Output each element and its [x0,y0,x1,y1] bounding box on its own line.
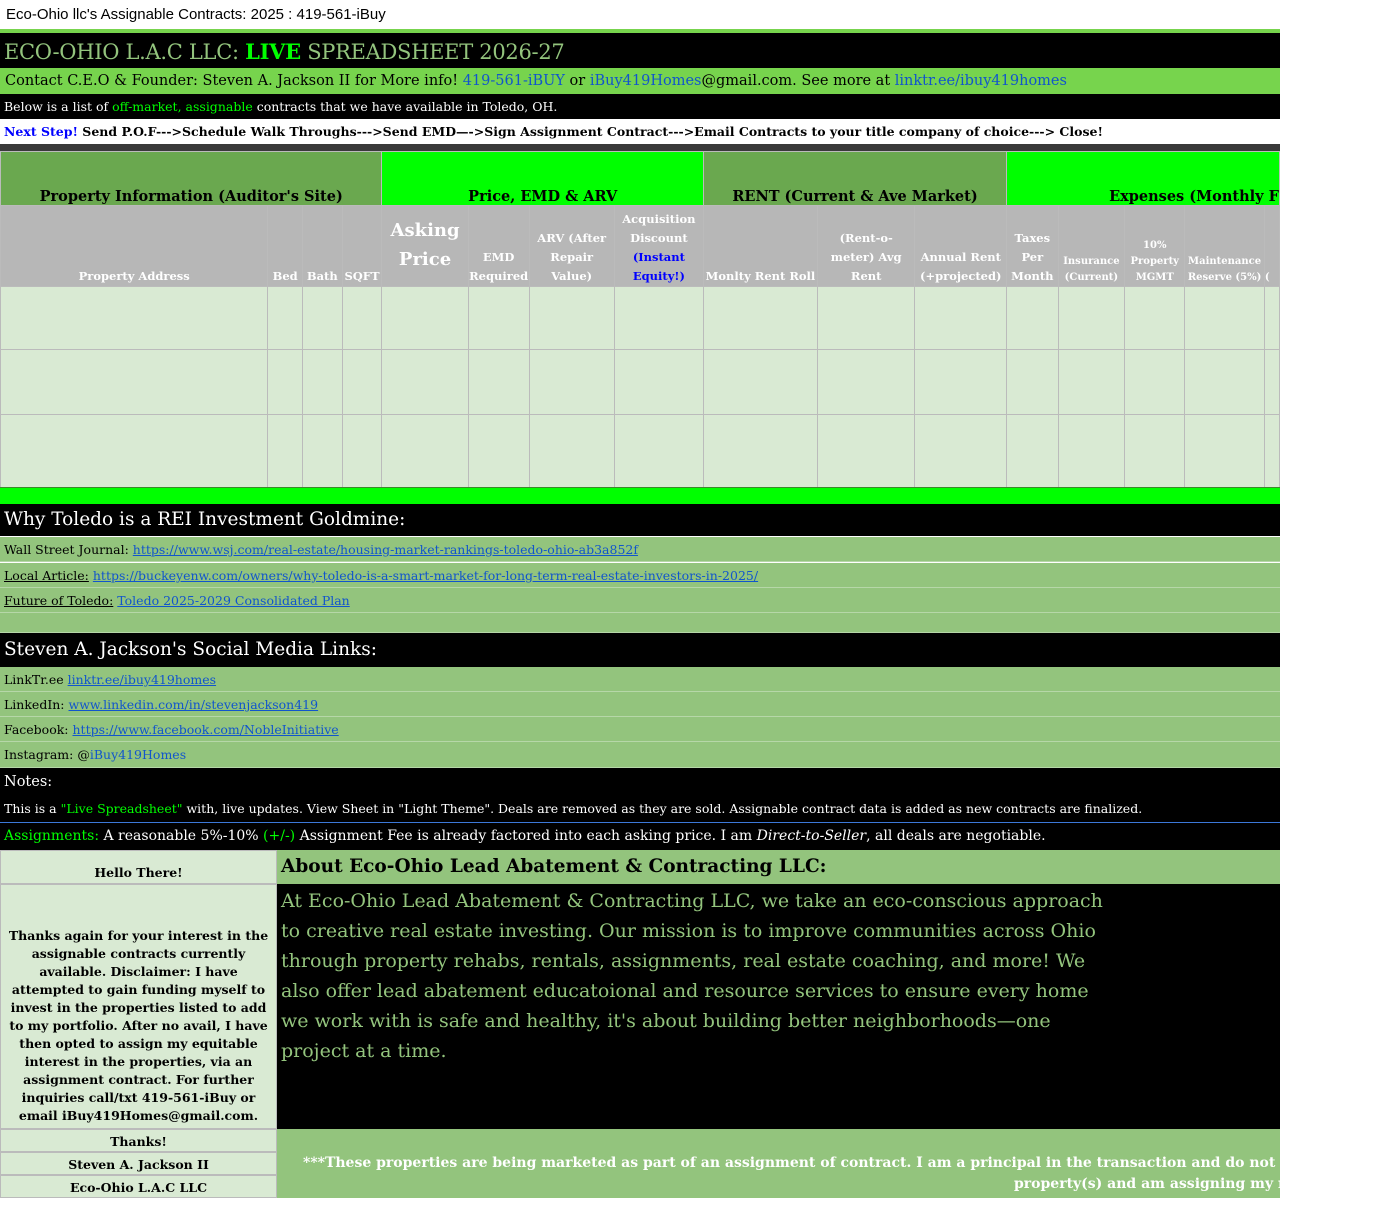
thanks-cell[interactable]: Thanks! [0,1129,277,1152]
cell[interactable] [1185,287,1265,350]
col-bed[interactable]: Bed [268,206,303,287]
assignments-text-a: A reasonable 5%-10% [99,828,264,844]
cell[interactable] [302,415,342,488]
group-expenses[interactable]: Expenses (Monthly F [1007,152,1280,206]
acq-instant-equity: (Instant Equity!) [632,250,685,283]
disclaimer-line-2: property(s) and am assigning my righ [1014,1176,1311,1192]
local-article-row [0,563,1280,588]
col-asking-price[interactable]: Asking Price [382,206,468,287]
cell[interactable] [342,287,382,350]
wsj-link[interactable]: https://www.wsj.com/real-estate/housing-market-rankings-toledo-ohio-ab3a852f [132,542,638,557]
name-cell[interactable]: Steven A. Jackson II [0,1152,277,1175]
col-emd-required[interactable]: EMD Required [468,206,529,287]
cell[interactable] [1125,350,1185,415]
cell[interactable] [1185,415,1265,488]
col-sqft[interactable]: SQFT [342,206,382,287]
cell[interactable] [817,350,915,415]
disclaimer-line-1: ***These properties are being marketed as part of an assignment of contract. I am a principal in the transaction and do not represent the [303,1155,1386,1171]
intro-highlight: off-market, assignable [112,99,253,114]
col-rent-roll[interactable]: Monlty Rent Roll [704,206,818,287]
phone-link[interactable]: 419-561-iBUY [462,73,565,89]
title-prefix: ECO-OHIO L.A.C LLC: [4,40,246,64]
contact-or: or [564,73,590,89]
cell[interactable] [468,287,529,350]
facebook-link[interactable]: https://www.facebook.com/NobleInitiative [72,722,339,737]
email-domain: @gmail.com. See more at [701,73,895,89]
intro-suffix: contracts that we have available in Toledo, OH. [252,99,558,114]
cell[interactable] [1125,287,1185,350]
cell[interactable] [268,287,303,350]
cell[interactable] [382,287,468,350]
intro-prefix: Below is a list of [4,99,113,114]
group-rent[interactable]: RENT (Current & Ave Market) [704,152,1007,206]
cell[interactable] [382,415,468,488]
table-row [1,350,1280,415]
cell[interactable] [342,350,382,415]
assignments-label: Assignments: [4,828,100,844]
contracts-table [0,151,1280,488]
company-cell[interactable]: Eco-Ohio L.A.C LLC [0,1175,277,1198]
future-toledo-link[interactable]: Toledo 2025-2029 Consolidated Plan [117,593,350,608]
social-heading: Steven A. Jackson's Social Media Links: [0,633,1280,667]
cell[interactable] [614,350,703,415]
cell[interactable] [302,287,342,350]
assignments-direct: Direct-to-Seller [756,828,867,844]
linktree-label: LinkTr.ee [4,672,68,687]
cell[interactable] [268,350,303,415]
col-acquisition-discount[interactable] [614,206,703,287]
col-cut-off[interactable]: ( [1264,206,1279,287]
about-heading: About Eco-Ohio Lead Abatement & Contracting LLC: [277,850,1280,884]
future-toledo-row [0,588,1280,613]
linktree-row [0,667,1280,692]
col-maintenance[interactable]: Maintenance Reserve (5%) [1185,206,1265,287]
title-live: LIVE [245,39,301,64]
cell[interactable] [915,350,1007,415]
col-arv[interactable]: ARV (After Repair Value) [529,206,614,287]
cell[interactable] [268,415,303,488]
notes-text-a: This is a [4,801,61,816]
acq-label: Acquisition Discount [622,212,696,245]
disclaimer-cell[interactable] [277,1129,1386,1198]
cell[interactable] [704,287,818,350]
assignments-bar [0,822,1280,850]
cell[interactable] [529,350,614,415]
group-header-row [1,152,1280,206]
cell[interactable] [468,415,529,488]
notes-text-b: with, live updates. View Sheet in "Light Theme". Deals are removed as they are sold. Assignable contract data is added as new contracts are finalized. [182,801,1143,816]
empty-row [0,613,1280,633]
cell[interactable] [1264,287,1279,350]
cell[interactable] [915,415,1007,488]
wsj-row [0,537,1280,562]
cell[interactable] [614,287,703,350]
email-link[interactable]: iBuy419Homes [589,73,702,89]
col-insurance[interactable]: Insurance (Current) [1058,206,1125,287]
cell[interactable] [382,350,468,415]
cell[interactable] [529,415,614,488]
group-price-emd-arv[interactable]: Price, EMD & ARV [382,152,704,206]
linkedin-label: LinkedIn: [4,697,69,712]
col-property-address[interactable]: Property Address [1,206,268,287]
cell[interactable] [1185,350,1265,415]
instagram-label: Instagram: @ [4,747,90,762]
intro-bar [0,94,1280,119]
next-step-text: Send P.O.F--->Schedule Walk Throughs--->Send EMD—->Sign Assignment Contract--->Email Contracts to your title company of choice---> Close! [77,124,1103,139]
cell[interactable] [468,350,529,415]
col-property-mgmt[interactable]: 10% Property MGMT [1125,206,1185,287]
social-linktree-link[interactable]: linktr.ee/ibuy419homes [67,672,217,687]
cell[interactable] [1,287,268,350]
assignments-text-c: , all deals are negotiable. [866,828,1046,844]
spreadsheet-title [0,29,1280,68]
why-toledo-heading: Why Toledo is a REI Investment Goldmine: [0,504,1280,536]
cell[interactable] [1007,287,1059,350]
title-suffix: SPREADSHEET 2026-27 [300,40,565,64]
col-bath[interactable]: Bath [302,206,342,287]
cell[interactable] [1007,415,1059,488]
column-header-row [1,206,1280,287]
linktree-link[interactable]: linktr.ee/ibuy419homes [894,73,1067,89]
facebook-row [0,717,1280,742]
cell[interactable] [915,287,1007,350]
cell[interactable] [704,350,818,415]
linkedin-link[interactable]: www.linkedin.com/in/stevenjackson419 [68,697,319,712]
assignments-text-b: Assignment Fee is already factored into each asking price. I am [295,828,757,844]
linkedin-row [0,692,1280,717]
table-row [1,287,1280,350]
col-annual-rent[interactable]: Annual Rent (+projected) [915,206,1007,287]
cell[interactable] [1058,287,1125,350]
about-text: At Eco-Ohio Lead Abatement & Contracting LLC, we take an eco-conscious approach to creative real estate investing. Our mission is to improve communities across Ohio through property rehabs, rentals, assignments, real estate coaching, and more! We also offer lead abatement educatoional and resource services to ensure every home we work with is safe and healthy, it's about building better neighborhoods—one project at a time. [281,890,1103,1062]
cell[interactable] [1,350,268,415]
local-article-label: Local Article: [4,568,89,583]
contact-text: Contact C.E.O & Founder: Steven A. Jackson II for More info! [5,73,463,89]
next-step-label: Next Step! [4,124,78,139]
notes-text [0,796,1280,822]
cell[interactable] [1058,415,1125,488]
cell[interactable] [1125,415,1185,488]
col-taxes[interactable]: Taxes Per Month [1007,206,1059,287]
divider [0,144,1280,151]
cell[interactable] [302,350,342,415]
cell[interactable] [614,415,703,488]
about-body [277,884,1280,1129]
hello-cell[interactable]: Hello There! [0,850,277,884]
cell[interactable] [529,287,614,350]
cell[interactable] [1264,350,1279,415]
cell[interactable] [817,415,915,488]
instagram-link[interactable]: iBuy419Homes [89,747,187,762]
wsj-label: Wall Street Journal: [4,542,133,557]
cell[interactable] [1007,350,1059,415]
group-property-information[interactable]: Property Information (Auditor's Site) [1,152,382,206]
message-text: Thanks again for your interest in the assignable contracts currently available. Disclaimer: I have attempted to gain funding myself to invest in the properties listed to add to my portfolio. After no avail, I have then opted to assign my equitable interest in the properties, via an assignment contract. For further inquiries call/txt 419-561-iBuy or email iBuy419Homes@gmail.com. [8,928,269,1123]
future-toledo-label: Future of Toledo: [4,593,114,608]
cell[interactable] [342,415,382,488]
notes-heading: Notes: [0,768,1280,796]
facebook-label: Facebook: [4,722,73,737]
local-article-link[interactable]: https://buckeyenw.com/owners/why-toledo-is-a-smart-market-for-long-term-real-estate-investors-in-2025/ [92,568,759,583]
next-step-bar [0,119,1280,144]
notes-live-spreadsheet: "Live Spreadsheet" [60,801,183,816]
message-cell[interactable] [0,884,277,1129]
cell[interactable] [704,415,818,488]
cell[interactable] [817,287,915,350]
col-avg-rent[interactable]: (Rent-o-meter) Avg Rent [817,206,915,287]
window-title: Eco-Ohio llc's Assignable Contracts: 2025 : 419-561-iBuy [0,0,1280,29]
cell[interactable] [1058,350,1125,415]
contact-bar [0,68,1280,94]
green-divider [0,487,1280,504]
cell[interactable] [1,415,268,488]
assignments-range: (+/-) [263,828,296,844]
cell[interactable] [1264,415,1279,488]
instagram-row [0,742,1280,768]
table-row [1,415,1280,488]
